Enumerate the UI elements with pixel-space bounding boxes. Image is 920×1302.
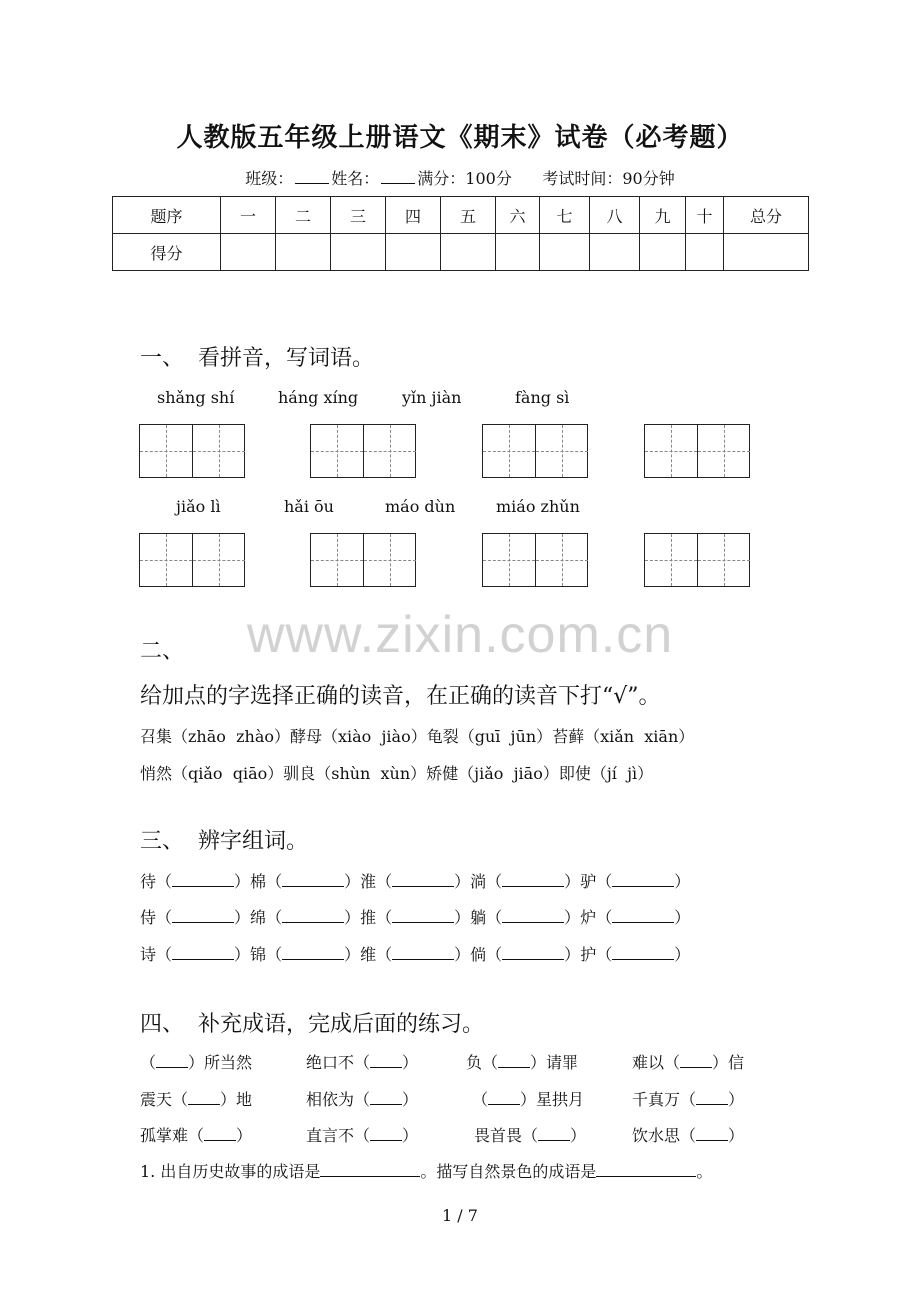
writing-grid[interactable] <box>482 424 588 478</box>
name-blank[interactable] <box>381 169 415 184</box>
answer-blank[interactable] <box>612 945 674 960</box>
char: 炉 <box>580 908 597 927</box>
class-label: 班级： <box>245 169 294 188</box>
writing-grid[interactable] <box>139 424 245 478</box>
page-number: 1 / 7 <box>442 1206 478 1225</box>
idiom-blank[interactable] <box>680 1053 712 1068</box>
idiom-part: ）信 <box>712 1053 745 1072</box>
char: 淌 <box>470 872 487 891</box>
answer-blank[interactable] <box>282 908 344 923</box>
idiom-part: （ <box>472 1090 489 1109</box>
score-header-cell: 八 <box>590 197 640 234</box>
idiom-part: ）星拱月 <box>520 1090 585 1109</box>
idiom-part: 孤掌难（ <box>140 1126 205 1145</box>
question-text: 。描写自然景色的成语是 <box>420 1162 597 1181</box>
section2-heading: 二、 <box>140 639 185 664</box>
pinyin-label: jiǎo lì <box>176 497 221 516</box>
idiom-item <box>466 1050 578 1073</box>
pinyin-label: yǐn jiàn <box>402 388 462 407</box>
answer-blank[interactable] <box>612 908 674 923</box>
answer-blank[interactable] <box>612 872 674 887</box>
idiom-part: 饮水思（ <box>632 1126 697 1145</box>
question-text: 1. 出自历史故事的成语是 <box>140 1162 321 1181</box>
idiom-item <box>140 1050 252 1073</box>
section3-heading: 三、 辨字组词。 <box>140 829 308 854</box>
idiom-item <box>632 1087 744 1110</box>
char: 推 <box>360 908 377 927</box>
score-cell[interactable] <box>540 234 590 271</box>
char: 驴 <box>580 872 597 891</box>
answer-blank[interactable] <box>392 908 454 923</box>
writing-grid[interactable] <box>310 424 416 478</box>
score-cell[interactable] <box>331 234 386 271</box>
idiom-part: ）地 <box>220 1090 253 1109</box>
score-header-cell: 二 <box>276 197 331 234</box>
idiom-part: 难以（ <box>632 1053 681 1072</box>
char: 锦 <box>250 945 267 964</box>
section1-heading: 一、 看拼音，写词语。 <box>140 346 374 371</box>
idiom-item <box>472 1087 584 1110</box>
idiom-part: ） <box>402 1090 419 1109</box>
idiom-part: ） <box>728 1090 745 1109</box>
answer-blank[interactable] <box>502 908 564 923</box>
idiom-part: 相依为（ <box>306 1090 371 1109</box>
section2-instruction: 给加点的字选择正确的读音，在正确的读音下打“√”。 <box>140 684 661 709</box>
score-cell[interactable] <box>496 234 540 271</box>
writing-grid[interactable] <box>644 533 750 587</box>
score-cell[interactable] <box>386 234 441 271</box>
idiom-question <box>140 1159 712 1182</box>
char: 待 <box>140 872 157 891</box>
score-header-cell: 四 <box>386 197 441 234</box>
char: 淮 <box>360 872 377 891</box>
pinyin-label: máo dùn <box>385 497 456 516</box>
idiom-blank[interactable] <box>370 1090 402 1105</box>
score-row-label: 得分 <box>113 234 221 271</box>
idiom-item <box>632 1050 744 1073</box>
idiom-blank[interactable] <box>188 1090 220 1105</box>
char: 维 <box>360 945 377 964</box>
answer-blank[interactable] <box>282 945 344 960</box>
idiom-item <box>306 1050 418 1073</box>
score-table-header-row <box>113 197 809 234</box>
idiom-part: ） <box>570 1126 587 1145</box>
idiom-part: 直言不（ <box>306 1126 371 1145</box>
answer-blank[interactable] <box>596 1162 696 1177</box>
idiom-item <box>140 1087 252 1110</box>
pronunciation-line: 悄然（qiǎo qiāo）驯良（shùn xùn）矫健（jiǎo jiāo）即使（jí jì） <box>140 764 654 783</box>
idiom-part: 绝口不（ <box>306 1053 371 1072</box>
char: 诗 <box>140 945 157 964</box>
idiom-part: （ <box>140 1053 157 1072</box>
answer-blank[interactable] <box>172 908 234 923</box>
score-header-cell: 总分 <box>724 197 809 234</box>
idiom-blank[interactable] <box>488 1090 520 1105</box>
answer-blank[interactable] <box>282 872 344 887</box>
idiom-item <box>140 1123 252 1146</box>
char-compare-row: 诗（ ）锦（ ）维（ ）倘（ ）护（ ） <box>140 945 691 964</box>
score-header-cell: 九 <box>640 197 686 234</box>
page-title: 人教版五年级上册语文《期末》试卷（必考题） <box>176 123 744 153</box>
score-header-cell: 三 <box>331 197 386 234</box>
score-cell[interactable] <box>724 234 809 271</box>
idiom-part: 畏首畏（ <box>474 1126 539 1145</box>
score-cell[interactable] <box>441 234 496 271</box>
section4-heading: 四、 补充成语，完成后面的练习。 <box>140 1012 484 1037</box>
idiom-part: ）请罪 <box>530 1053 579 1072</box>
pronunciation-line: 召集（zhāo zhào）酵母（xiào jiào）龟裂（guī jūn）苔藓（xiǎn xiān） <box>140 727 695 746</box>
char: 倘 <box>470 945 487 964</box>
idiom-item <box>306 1087 418 1110</box>
char-compare-row: 待（ ）棉（ ）淮（ ）淌（ ）驴（ ） <box>140 872 691 891</box>
pinyin-label: hǎi ōu <box>284 497 334 516</box>
char: 躺 <box>470 908 487 927</box>
score-cell[interactable] <box>276 234 331 271</box>
pinyin-label: miáo zhǔn <box>496 497 580 516</box>
char: 侍 <box>140 908 157 927</box>
pinyin-label: háng xíng <box>278 388 359 407</box>
exam-time: 考试时间：90分钟 <box>542 169 675 188</box>
idiom-blank[interactable] <box>204 1126 236 1141</box>
answer-blank[interactable] <box>320 1162 420 1177</box>
idiom-blank[interactable] <box>696 1090 728 1105</box>
answer-blank[interactable] <box>502 945 564 960</box>
score-header-cell: 题序 <box>113 197 221 234</box>
answer-blank[interactable] <box>392 872 454 887</box>
char: 绵 <box>250 908 267 927</box>
answer-blank[interactable] <box>502 872 564 887</box>
writing-grid[interactable] <box>139 533 245 587</box>
idiom-blank[interactable] <box>538 1126 570 1141</box>
idiom-blank[interactable] <box>370 1053 402 1068</box>
idiom-blank[interactable] <box>156 1053 188 1068</box>
question-text: 。 <box>696 1162 713 1181</box>
char: 护 <box>580 945 597 964</box>
idiom-part: ） <box>402 1053 419 1072</box>
idiom-part: 千真万（ <box>632 1090 697 1109</box>
full-score: 满分：100分 <box>417 169 512 188</box>
score-table <box>112 196 809 271</box>
idiom-part: ） <box>236 1126 253 1145</box>
writing-grid[interactable] <box>482 533 588 587</box>
pinyin-label: fàng sì <box>515 388 570 407</box>
idiom-item <box>306 1123 418 1146</box>
pinyin-label: shǎng shí <box>157 388 235 407</box>
score-header-cell: 十 <box>686 197 724 234</box>
idiom-part: ） <box>728 1126 745 1145</box>
idiom-part: 负（ <box>466 1053 499 1072</box>
idiom-part: ） <box>402 1126 419 1145</box>
idiom-part: 震天（ <box>140 1090 189 1109</box>
idiom-blank[interactable] <box>498 1053 530 1068</box>
score-header-cell: 七 <box>540 197 590 234</box>
idiom-blank[interactable] <box>696 1126 728 1141</box>
score-header-cell: 一 <box>221 197 276 234</box>
score-header-cell: 五 <box>441 197 496 234</box>
idiom-blank[interactable] <box>370 1126 402 1141</box>
writing-grid[interactable] <box>644 424 750 478</box>
class-blank[interactable] <box>295 169 329 184</box>
score-cell[interactable] <box>590 234 640 271</box>
score-header-cell: 六 <box>496 197 540 234</box>
writing-grid[interactable] <box>310 533 416 587</box>
score-table-score-row <box>113 234 809 271</box>
score-cell[interactable] <box>221 234 276 271</box>
idiom-part: ）所当然 <box>188 1053 253 1072</box>
score-cell[interactable] <box>686 234 724 271</box>
char-compare-row: 侍（ ）绵（ ）推（ ）躺（ ）炉（ ） <box>140 908 691 927</box>
answer-blank[interactable] <box>392 945 454 960</box>
idiom-item <box>474 1123 586 1146</box>
answer-blank[interactable] <box>172 872 234 887</box>
idiom-item <box>632 1123 744 1146</box>
exam-info <box>0 166 920 189</box>
name-label: 姓名： <box>331 169 380 188</box>
answer-blank[interactable] <box>172 945 234 960</box>
watermark: www.zixin.com.cn <box>246 606 674 664</box>
char: 棉 <box>250 872 267 891</box>
score-cell[interactable] <box>640 234 686 271</box>
